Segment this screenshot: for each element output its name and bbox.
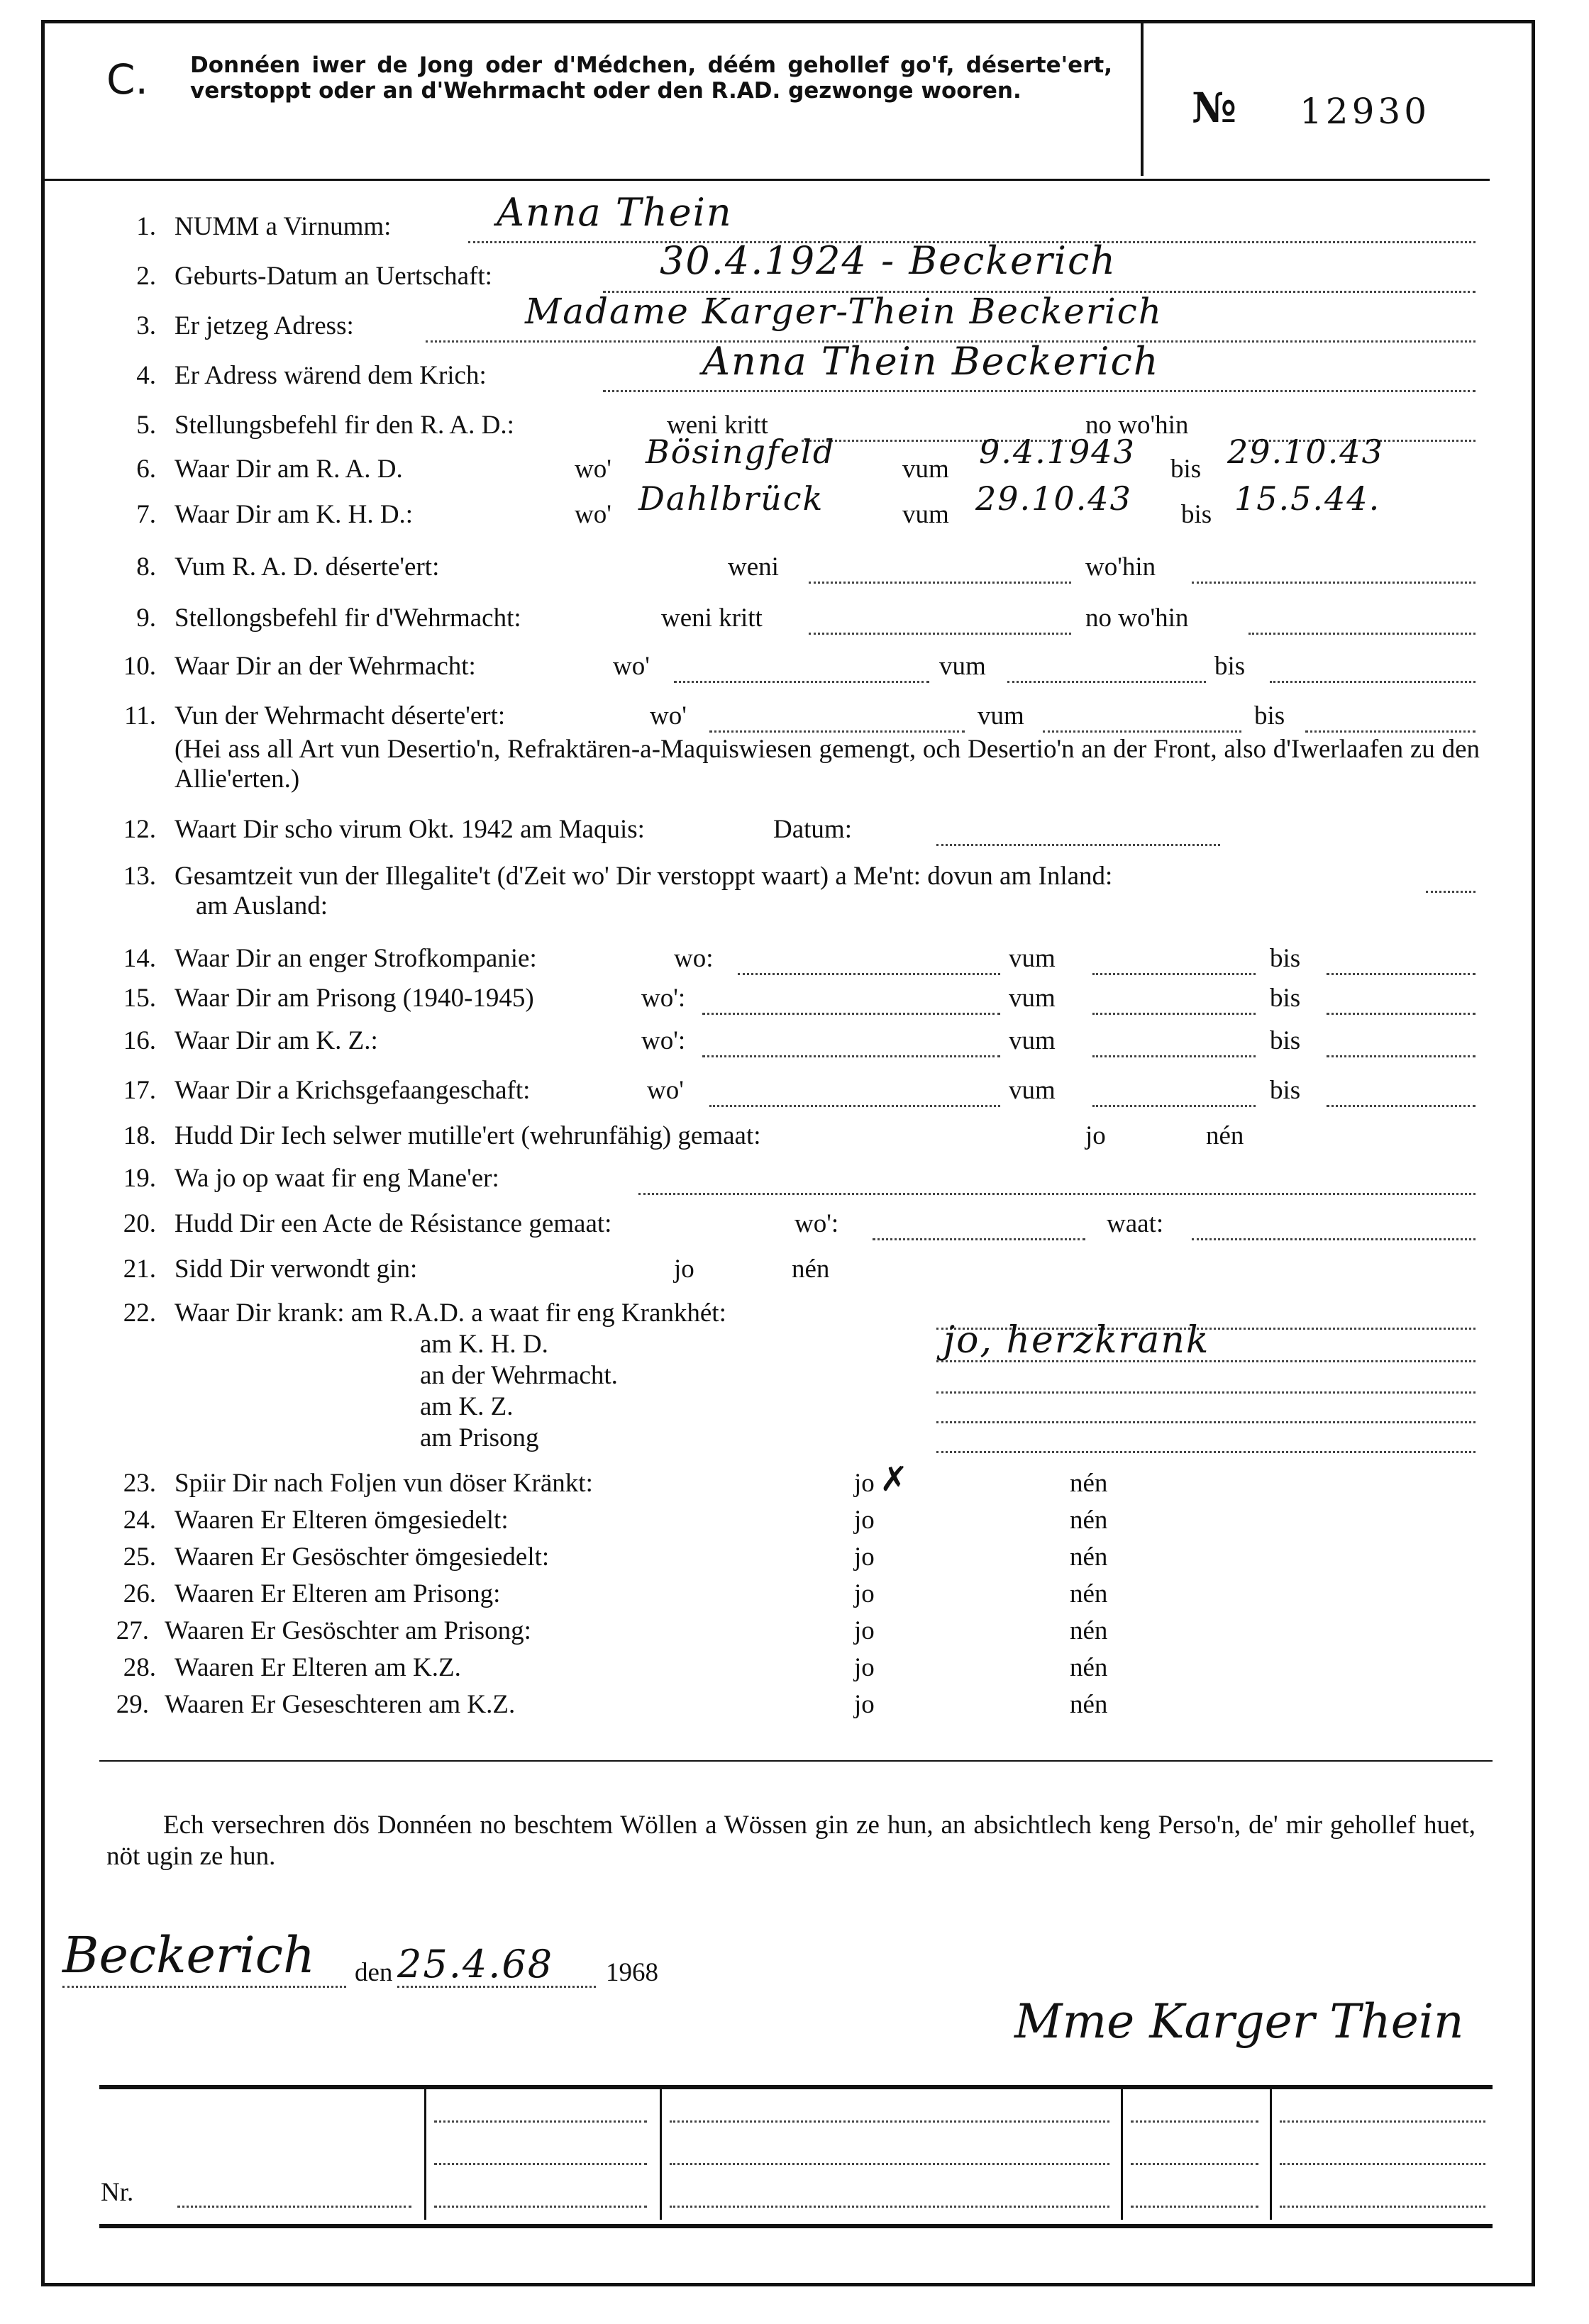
header-divider — [1141, 20, 1144, 176]
item-label: NUMM a Virnumm: — [175, 212, 392, 241]
item-22-sub-wehrmacht: an der Wehrmacht. — [420, 1361, 618, 1390]
footer-nr-label: Nr. — [101, 2178, 134, 2207]
handwritten-place: Beckerich — [62, 1926, 316, 1984]
checkmark-x: ✗ — [880, 1460, 910, 1499]
handwritten-rad-from: 9.4.1943 — [979, 433, 1136, 471]
handwritten-khd-to: 15.5.44. — [1234, 479, 1381, 518]
header-rule — [43, 179, 1490, 181]
item-22-sub-kz: am K. Z. — [420, 1392, 514, 1421]
item-22-sub-prisong: am Prisong — [420, 1423, 539, 1452]
handwritten-name: Anna Thein — [497, 190, 733, 235]
handwritten-illness: jo, herzkrank — [943, 1319, 1210, 1362]
declaration-text: Ech versechren dös Donnéen no beschtem Wöllen a Wössen gin ze hun, an absichtlech keng Perso'n, de' mir gehollef huet, nöt ugin ze hun. — [106, 1811, 1476, 1871]
section-letter: C. — [106, 55, 148, 104]
handwritten-war-address: Anna Thein Beckerich — [702, 339, 1160, 384]
form-title: Donnéen iwer de Jong oder d'Médchen, déém gehollef go'f, déserte'ert, verstoppt oder an d'Wehrmacht oder den R.AD. gezwonge wooren. — [190, 52, 1112, 104]
handwritten-rad-place: Bösingfeld — [646, 433, 836, 471]
number-label: № — [1192, 84, 1237, 132]
item-11-note: (Hei ass all Art vun Desertio'n, Refraktären-a-Maquiswiesen gemengt, och Desertio'n an der Front, also d'Iwerlaafen zu den Allie'erten.) — [175, 735, 1480, 794]
item-label: Er jetzeg Adress: — [175, 311, 354, 340]
handwritten-khd-from: 29.10.43 — [975, 479, 1132, 518]
item-label: Geburts-Datum an Uertschaft: — [175, 262, 492, 291]
handwritten-rad-to: 29.10.43 — [1227, 433, 1384, 471]
form-number: 12930 — [1300, 91, 1431, 132]
handwritten-khd-place: Dahlbrück — [638, 479, 824, 518]
item-13-line2: am Ausland: — [196, 891, 328, 921]
item-22-sub-khd: am K. H. D. — [420, 1330, 548, 1359]
handwritten-birth: 30.4.1924 - Beckerich — [660, 238, 1117, 283]
handwritten-address: Madame Karger-Thein Beckerich — [525, 291, 1163, 332]
den-label: den — [355, 1958, 393, 1987]
signature: Mme Karger Thein — [1014, 1994, 1464, 2049]
declaration-rule — [99, 1760, 1493, 1762]
year-label: 1968 — [606, 1958, 658, 1987]
handwritten-date: 25.4.68 — [397, 1942, 554, 1986]
item-label: Er Adress wärend dem Krich: — [175, 361, 487, 390]
